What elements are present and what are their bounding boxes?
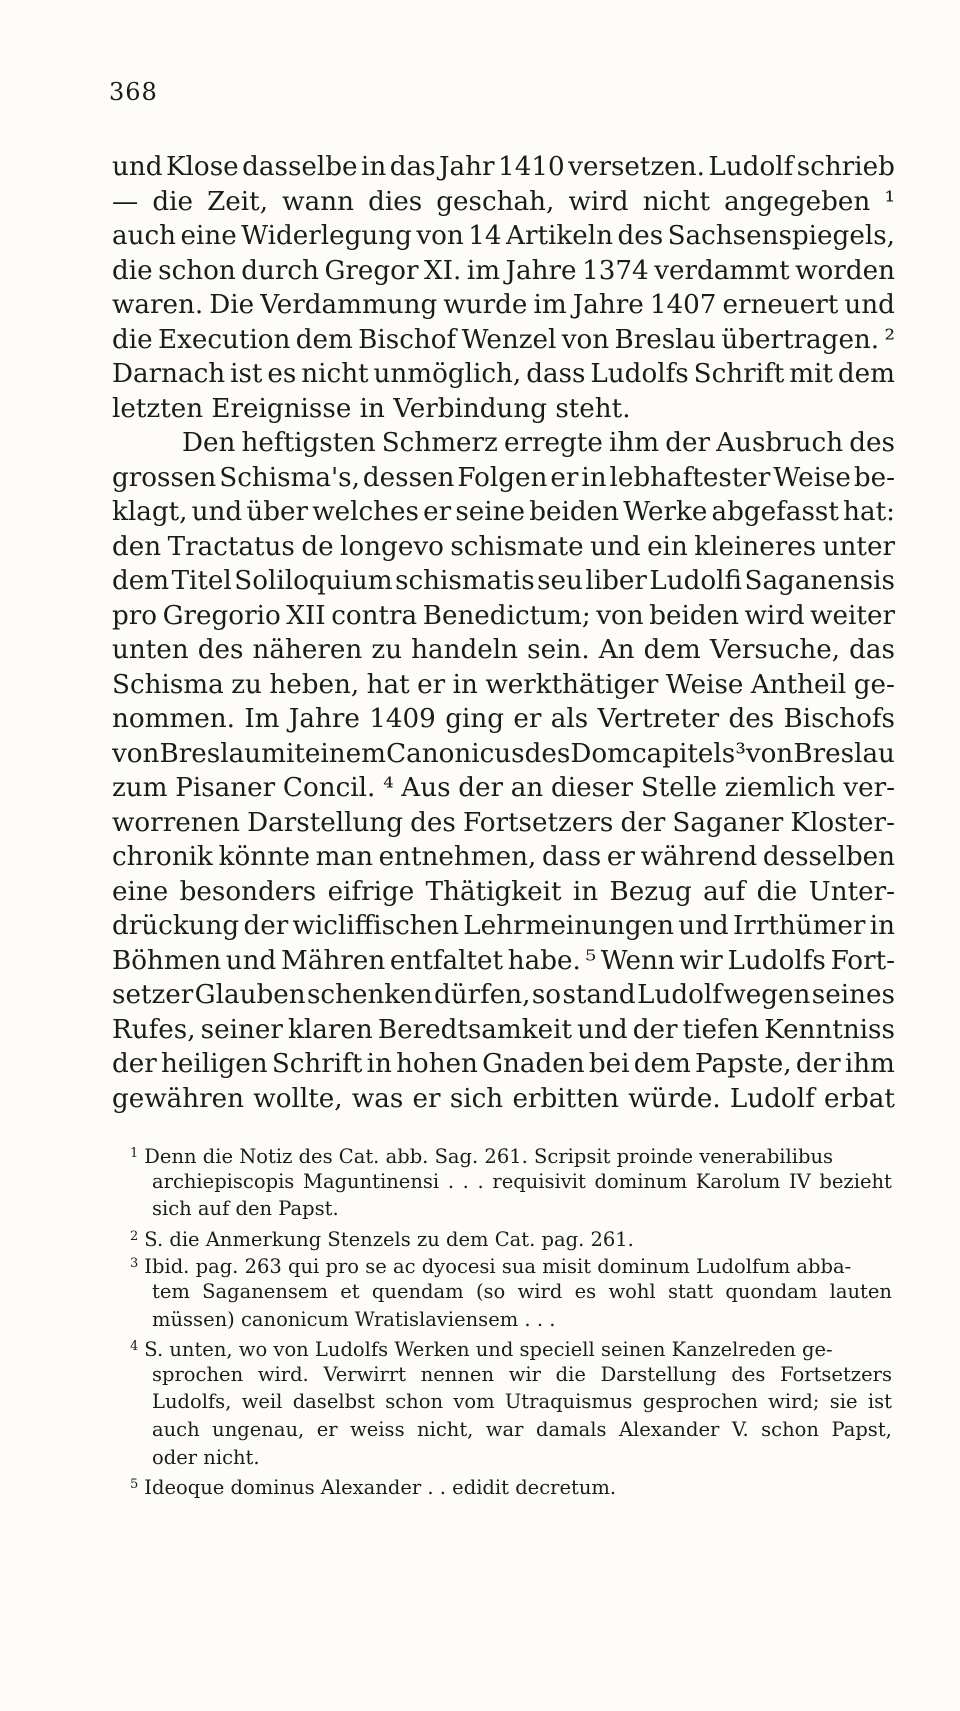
page-number: 368 <box>109 78 158 106</box>
footnote-line: sich auf den Papst. <box>152 1197 339 1221</box>
body-line: letzten Ereignisse in Verbindung steht. <box>112 393 631 424</box>
footnote-line <box>130 1471 892 1499</box>
footnote-line <box>130 1140 892 1168</box>
footnote-line: archiepiscopis Maguntinensi . . . requisivit dominum Karolum IV bezieht <box>152 1169 892 1193</box>
body-line: die schon durch Gregor XI. im Jahre 1374 verdammt worden <box>112 255 895 286</box>
footnote-line: tem Saganensem et quendam (so wird es wohl statt quondam lauten <box>152 1279 892 1303</box>
body-line: zum Pisaner Concil. ⁴ Aus der an dieser Stelle ziemlich ver- <box>112 773 895 803</box>
body-line: dem Titel Soliloquium schismatis seu liber Ludolfi Saganensis <box>112 566 895 596</box>
footnote-text: Ibid. pag. 263 qui pro se ac dyocesi sua misit dominum Ludolfum abba- <box>144 1255 852 1279</box>
footnote-marker: 4 <box>130 1339 139 1355</box>
footnote-line <box>130 1223 892 1251</box>
footnote-marker: 2 <box>130 1228 139 1244</box>
footnote-text: S. die Anmerkung Stenzels zu dem Cat. pag. 261. <box>144 1227 634 1251</box>
body-line: die Execution dem Bischof Wenzel von Breslau übertragen. ² <box>112 324 895 355</box>
body-line: chronik könnte man entnehmen, dass er während desselben <box>112 842 895 872</box>
footnote-text: S. unten, wo von Ludolfs Werken und speciell seinen Kanzelreden ge- <box>144 1338 833 1362</box>
footnote-text: Denn die Notiz des Cat. abb. Sag. 261. Scripsit proinde venerabilibus <box>144 1145 834 1168</box>
body-line: den Tractatus de longevo schismate und ein kleineres unter <box>112 531 895 562</box>
body-line: Darnach ist es nicht unmöglich, dass Ludolfs Schrift mit dem <box>112 359 895 389</box>
body-line: Böhmen und Mähren entfaltet habe. ⁵ Wenn wir Ludolfs Fort- <box>112 945 895 976</box>
body-line: und Klose dasselbe in das Jahr 1410 versetzen. Ludolf schrieb <box>112 152 895 182</box>
body-line: drückung der wicliffischen Lehrmeinungen und Irrthümer in <box>112 911 895 941</box>
footnotes <box>130 1140 892 1499</box>
footnote-marker: 1 <box>130 1146 139 1161</box>
body-line: — die Zeit, wann dies geschah, wird nicht angegeben ¹ <box>112 186 895 217</box>
body-line: unten des näheren zu handeln sein. An dem Versuche, das <box>112 635 895 665</box>
body-line: grossen Schisma's, dessen Folgen er in lebhaftester Weise be- <box>112 462 895 493</box>
footnote-line: Ludolfs, weil daselbst schon vom Utraquismus gesprochen wird; sie ist <box>152 1390 892 1414</box>
footnote-line <box>130 1250 892 1278</box>
body-line: klagt, und über welches er seine beiden Werke abgefasst hat: <box>112 497 895 527</box>
footnote-line: auch ungenau, er weiss nicht, war damals Alexander V. schon Papst, <box>152 1417 892 1441</box>
footnote-line: oder nicht. <box>152 1445 260 1469</box>
body-line: nommen. Im Jahre 1409 ging er als Vertreter des Bischofs <box>112 704 895 734</box>
body-line: setzer Glauben schenken dürfen, so stand Ludolf wegen seines <box>112 980 895 1010</box>
body-line: auch eine Widerlegung von 14 Artikeln des Sachsenspiegels, <box>112 221 895 251</box>
footnote-marker: 3 <box>130 1256 139 1272</box>
footnote-line: müssen) canonicum Wratislaviensem . . . <box>152 1307 556 1331</box>
body-line: der heiligen Schrift in hohen Gnaden bei dem Papste, der ihm <box>112 1049 895 1079</box>
body-line: von Breslau mit einem Canonicus des Domcapitels ³ von Breslau <box>112 738 895 769</box>
body-line: waren. Die Verdammung wurde im Jahre 1407 erneuert und <box>112 290 895 320</box>
body-line: Rufes, seiner klaren Beredtsamkeit und der tiefen Kenntniss <box>112 1014 895 1045</box>
footnote-line <box>130 1333 892 1361</box>
body-line: worrenen Darstellung des Fortsetzers der Saganer Kloster- <box>112 807 895 838</box>
footnote-text: Ideoque dominus Alexander . . edidit decretum. <box>144 1476 617 1500</box>
body-line: gewähren wollte, was er sich erbitten würde. Ludolf erbat <box>112 1083 895 1114</box>
footnote-marker: 5 <box>130 1477 139 1493</box>
body-line: eine besonders eifrige Thätigkeit in Bezug auf die Unter- <box>112 876 895 907</box>
footnote-line: sprochen wird. Verwirrt nennen wir die Darstellung des Fortsetzers <box>152 1362 892 1386</box>
body-line: Schisma zu heben, hat er in werkthätiger Weise Antheil ge- <box>112 669 895 700</box>
body-text <box>112 150 895 1116</box>
body-line: Den heftigsten Schmerz erregte ihm der Ausbruch des <box>182 428 895 458</box>
body-line: pro Gregorio XII contra Benedictum; von beiden wird weiter <box>112 600 895 631</box>
